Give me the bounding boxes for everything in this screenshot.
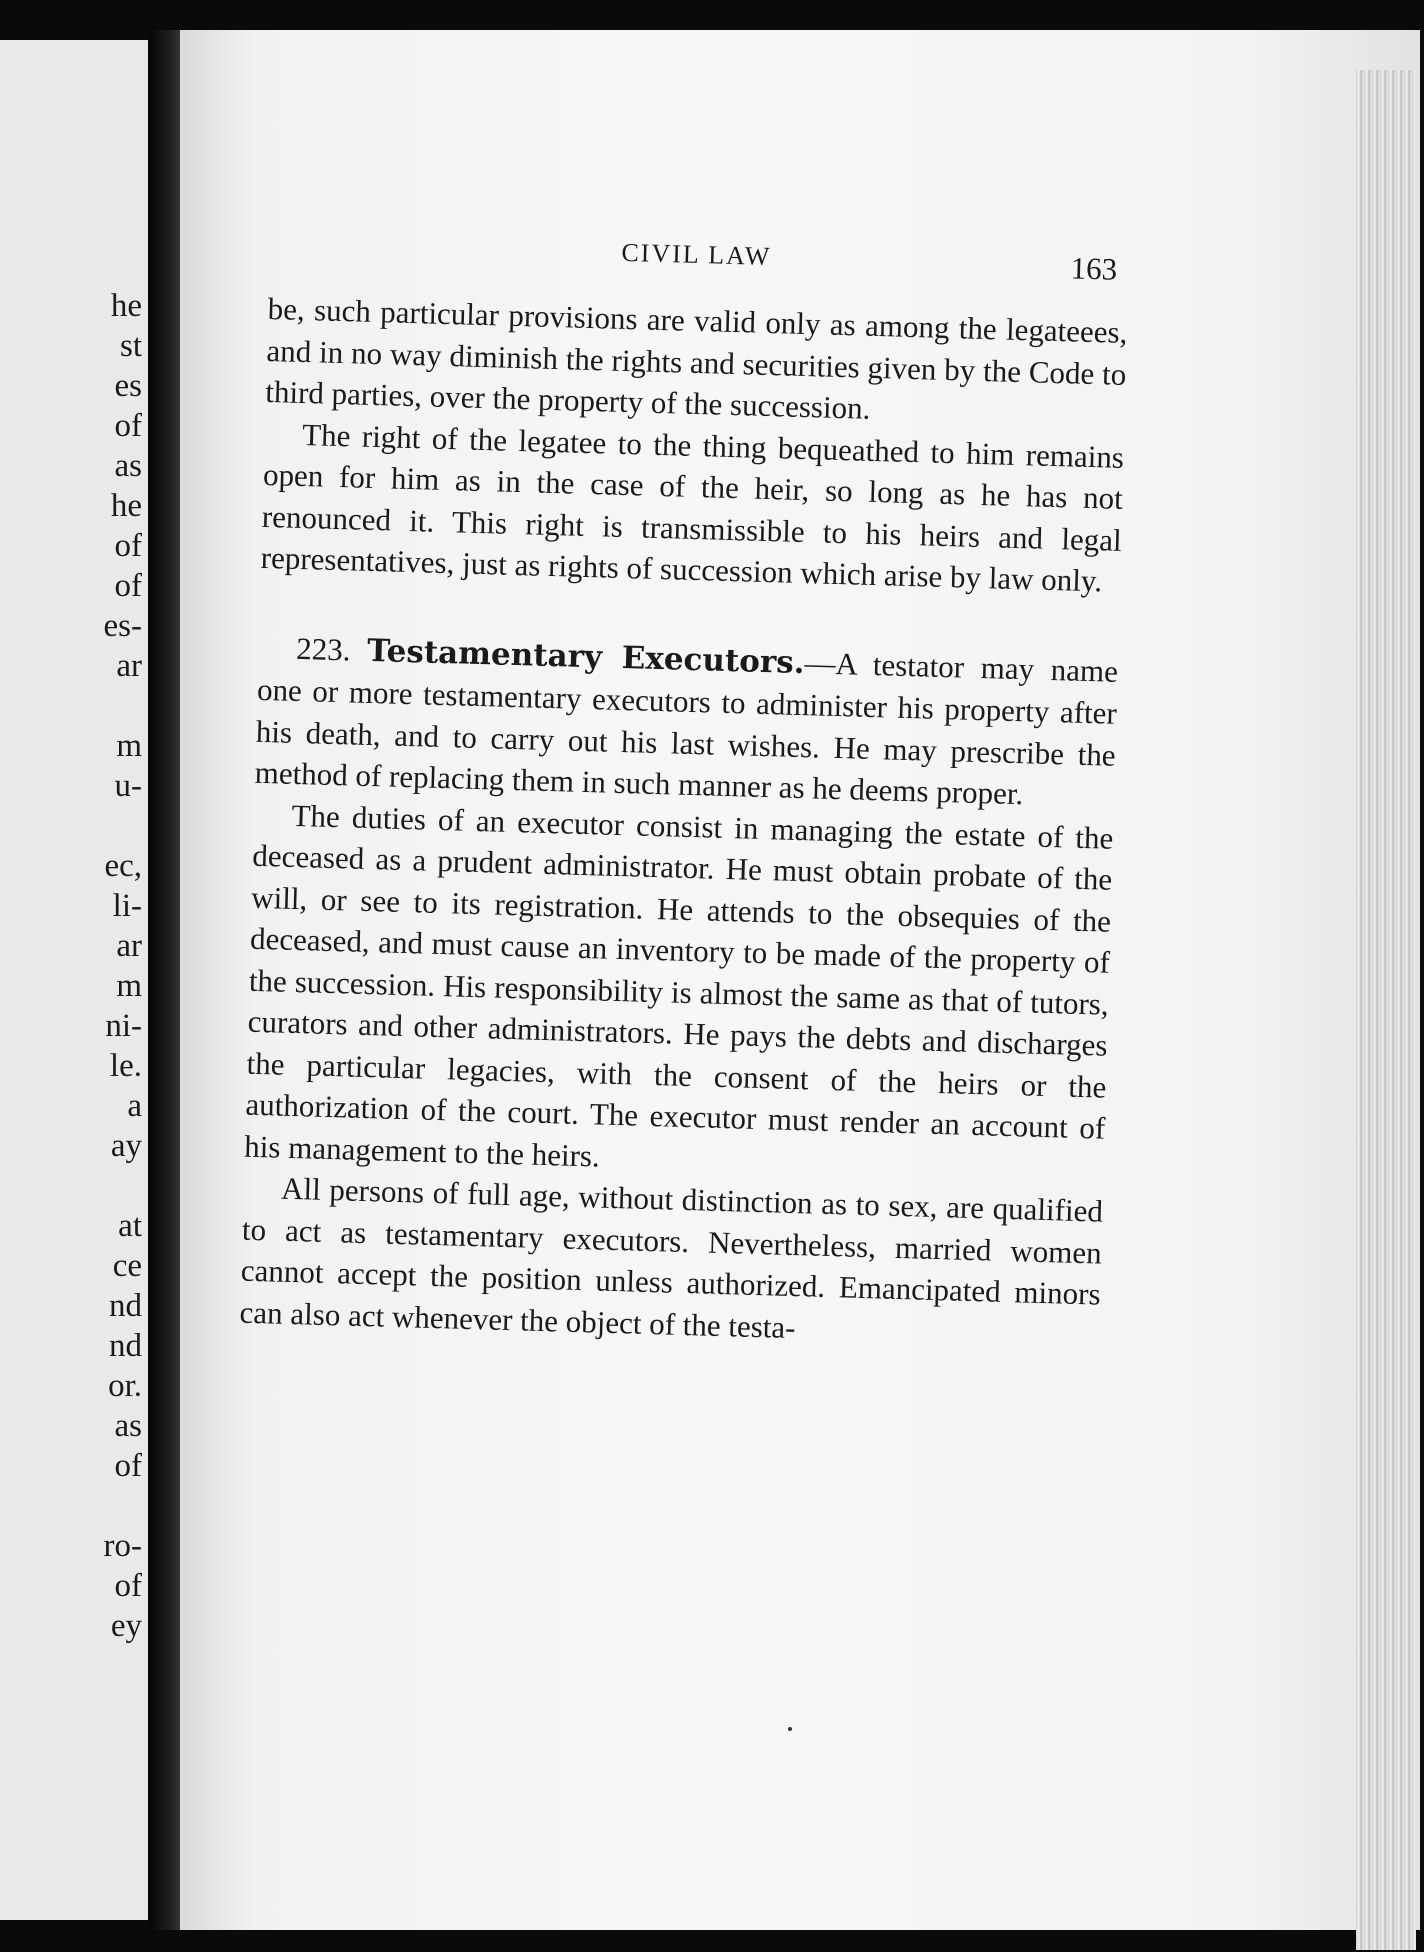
left-fragment: u- xyxy=(114,768,142,804)
left-fragment: nd xyxy=(109,1288,142,1324)
left-fragment: of xyxy=(114,408,142,444)
page-number: 163 xyxy=(1070,250,1118,287)
left-fragment: nd xyxy=(109,1328,142,1364)
left-page-text-fragments xyxy=(104,286,142,1646)
left-fragment: of xyxy=(114,1568,142,1604)
left-fragment: ce xyxy=(112,1248,142,1284)
left-fragment: or. xyxy=(108,1368,142,1404)
left-fragment: of xyxy=(114,568,142,604)
left-fragment: as xyxy=(114,1408,142,1444)
left-fragment: of xyxy=(114,1448,142,1484)
left-fragment: he xyxy=(110,488,142,524)
left-fragment: as xyxy=(114,448,142,484)
left-fragment: le. xyxy=(109,1048,142,1084)
running-title: CIVIL LAW xyxy=(621,237,772,272)
left-fragment: ec, xyxy=(104,848,142,884)
paragraph-legatee-right: The right of the legatee to the thing bequeathed to him remains open for him as in the case of the heir, so long as he has not renounced it. This right is transmissible to his heirs and legal representatives, just as rights of succession which arise by law only. xyxy=(260,416,1125,599)
section-223 xyxy=(254,626,1118,817)
left-fragment xyxy=(104,1166,142,1206)
left-fragment: es xyxy=(114,368,142,404)
section-number: 223. xyxy=(295,630,352,667)
left-fragment: m xyxy=(116,728,142,764)
section-text: —A testator may name one or more testamentary executors to administer his property after his death, and to carry out his last wishes. He may prescribe the method of replacing them in such manner as he deems proper. xyxy=(254,644,1119,812)
left-fragment xyxy=(104,686,142,726)
section-title: Testamentary Executors. xyxy=(366,632,806,681)
left-fragment: m xyxy=(116,968,142,1004)
paragraph-executor-duties: The duties of an executor consist in managing the estate of the deceased as a prudent administrator. He must obtain probate of the will, or see to its registration. He attends to the obsequies of the deceased, and must cause an inventory to be made of the property of the succession. His responsibility is almost the same as that of tutors, curators and other administrators. He pays the debts and discharges the particular legacies, with the consent of the heirs or the authorization of the court. The executor must render an account of his management to the heirs. xyxy=(243,797,1114,1174)
left-fragment: at xyxy=(118,1208,142,1244)
page-edges xyxy=(1356,70,1416,1950)
page-speck xyxy=(788,1727,792,1731)
left-fragment: ar xyxy=(116,648,142,684)
left-fragment xyxy=(104,806,142,846)
paragraph-continuation: be, such particular provisions are valid only as among the legateees, and in no way diminish the rights and securities given by the Code to third parties, over the property of the succession. xyxy=(264,290,1128,426)
book-gutter xyxy=(148,30,182,1930)
left-fragment: st xyxy=(119,328,142,364)
left-fragment xyxy=(104,1486,142,1526)
left-fragment: ay xyxy=(110,1128,142,1164)
left-fragment: es- xyxy=(103,608,142,644)
left-fragment: a xyxy=(127,1088,142,1124)
left-fragment: li- xyxy=(112,888,142,924)
left-fragment: ro- xyxy=(103,1528,142,1564)
left-fragment: ni- xyxy=(105,1008,142,1044)
left-fragment: ar xyxy=(116,928,142,964)
left-fragment: ey xyxy=(110,1608,142,1644)
left-fragment: of xyxy=(114,528,142,564)
left-fragment: he xyxy=(110,288,142,324)
left-page xyxy=(0,40,150,1920)
page-text-block xyxy=(239,228,1130,1357)
paragraph-executor-qualification: All persons of full age, without distinction as to sex, are qualified to act as testamentary executors. Nevertheless, married women cannot accept the position unless authorized. Emancipated minors can also act whenever the object of the testa- xyxy=(239,1170,1104,1345)
